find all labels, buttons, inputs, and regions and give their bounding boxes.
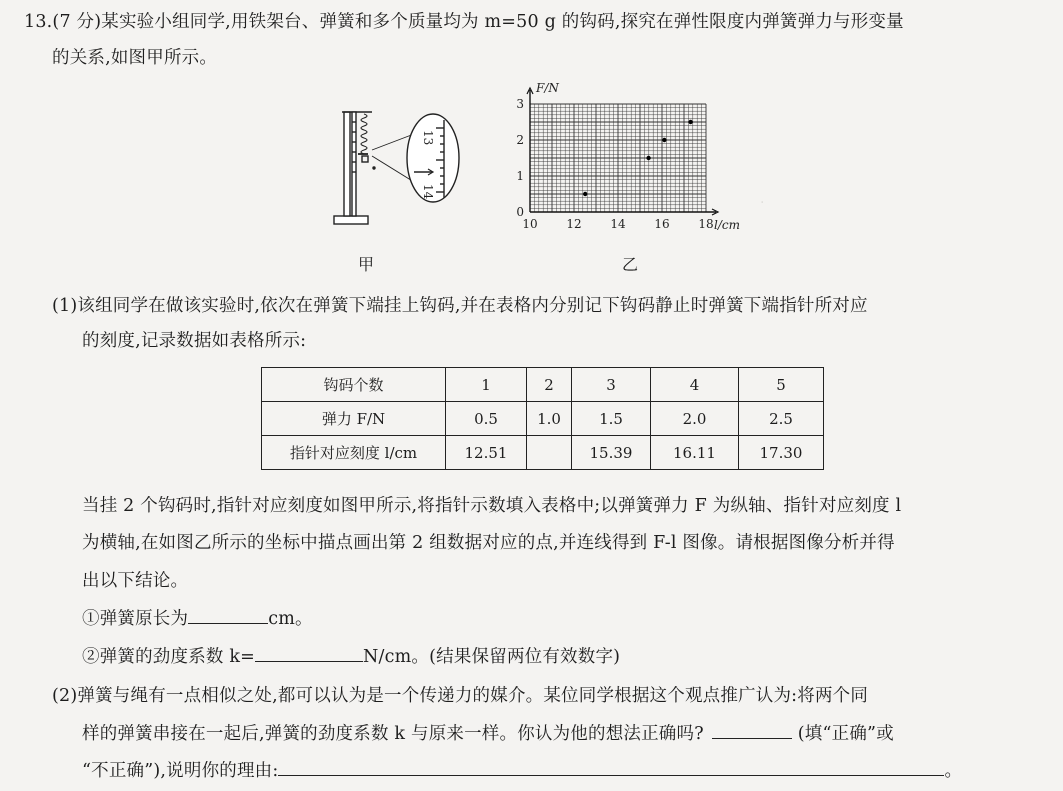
scale-label-13: 13: [421, 130, 435, 146]
table-cell-blank[interactable]: [527, 436, 572, 470]
answer-blank-spring-constant[interactable]: [255, 644, 363, 663]
data-point: [646, 156, 650, 160]
y-tick-label: 3: [516, 97, 524, 111]
table-cell: 12.51: [446, 436, 527, 470]
x-tick-label: 12: [566, 217, 582, 231]
table-cell: 弹力 F/N: [262, 402, 446, 436]
y-tick-label: 2: [516, 133, 524, 147]
data-point: [583, 192, 587, 196]
table-cell: 4: [651, 368, 739, 402]
question-2: [82, 643, 620, 668]
table-cell: 指针对应刻度 l/cm: [262, 436, 446, 470]
table-cell: 2.0: [651, 402, 739, 436]
table-cell: 0.5: [446, 402, 527, 436]
answer-blank-correct-or-not[interactable]: [712, 721, 792, 740]
table-cell: 2: [527, 368, 572, 402]
part2-line-end: 。: [944, 761, 963, 781]
bleed-through-text: ·: [760, 195, 765, 211]
text-p2: 为横轴,在如图乙所示的坐标中描点画出第 2 组数据对应的点,并连线得到 F-l 图像。请根据图像分析并得: [82, 533, 895, 553]
answer-blank-original-length[interactable]: [188, 606, 268, 625]
text-p3: 出以下结论。: [82, 571, 189, 591]
table-cell: 1.5: [572, 402, 651, 436]
table-cell: 1.0: [527, 402, 572, 436]
figure-yi-caption: 乙: [622, 255, 639, 274]
data-table: [261, 367, 824, 470]
table-row: [262, 402, 824, 436]
scale-label-14: 14: [421, 184, 435, 200]
table-row-header: [262, 368, 824, 402]
question-2-text: ②弹簧的劲度系数 k=: [82, 647, 256, 667]
part2-line-2: [82, 720, 894, 745]
chart-xlabel: l/cm: [714, 218, 740, 232]
question-1-text: ①弹簧原长为: [82, 609, 189, 629]
table-cell: 16.11: [651, 436, 739, 470]
table-cell: 钩码个数: [262, 368, 446, 402]
table-cell: 15.39: [572, 436, 651, 470]
text-p1: 当挂 2 个钩码时,指针对应刻度如图甲所示,将指针示数填入表格中;以弹簧弹力 F 为纵轴、指针对应刻度 l: [82, 496, 902, 516]
part2-question-text: 样的弹簧串接在一起后,弹簧的劲度系数 k 与原来一样。你认为他的想法正确吗?: [82, 724, 704, 744]
x-tick-label: 10: [522, 217, 538, 231]
x-tick-label: 14: [610, 217, 626, 231]
question-line-1: 13.(7 分)某实验小组同学,用铁架台、弹簧和多个质量均为 m=50 g 的钩码,探究在弹性限度内弹簧弹力与形变量: [24, 12, 904, 32]
figure-yi-chart: [508, 78, 768, 248]
table-cell: 5: [739, 368, 824, 402]
x-tick-label: 16: [654, 217, 670, 231]
part2-reason-prompt: “不正确”),说明你的理由:: [82, 761, 279, 781]
chart-grid: [530, 104, 706, 212]
table-cell: 2.5: [739, 402, 824, 436]
part1-line-2: 的刻度,记录数据如表格所示:: [82, 331, 307, 351]
table-cell: 1: [446, 368, 527, 402]
question-2-unit: N/cm。(结果保留两位有效数字): [363, 647, 621, 667]
table-cell: 17.30: [739, 436, 824, 470]
question-1: [82, 605, 313, 630]
question-line-2: 的关系,如图甲所示。: [52, 48, 218, 68]
data-point: [688, 120, 692, 124]
table-cell: 3: [572, 368, 651, 402]
data-point: [662, 138, 666, 142]
figure-jia-caption: 甲: [358, 255, 375, 274]
x-tick-label: 18: [698, 217, 714, 231]
question-1-unit: cm。: [268, 609, 313, 629]
chart-ylabel: F/N: [536, 81, 559, 95]
figure-jia: [328, 98, 478, 238]
part1-line-1: (1)该组同学在做该实验时,依次在弹簧下端挂上钩码,并在表格内分别记下钩码静止时弹簧下端指针所对应: [52, 296, 868, 316]
y-tick-label: 0: [516, 205, 524, 219]
y-tick-label: 1: [516, 169, 524, 183]
part2-line-3: [82, 757, 962, 782]
spring-stand-icon: [334, 112, 459, 224]
table-row: [262, 436, 824, 470]
part2-fill-hint: (填“正确”或: [797, 724, 894, 744]
part2-line-1: (2)弹簧与绳有一点相似之处,都可以认为是一个传递力的媒介。某位同学根据这个观点推广认为:将两个同: [52, 686, 869, 706]
answer-blank-reason[interactable]: [278, 758, 944, 777]
